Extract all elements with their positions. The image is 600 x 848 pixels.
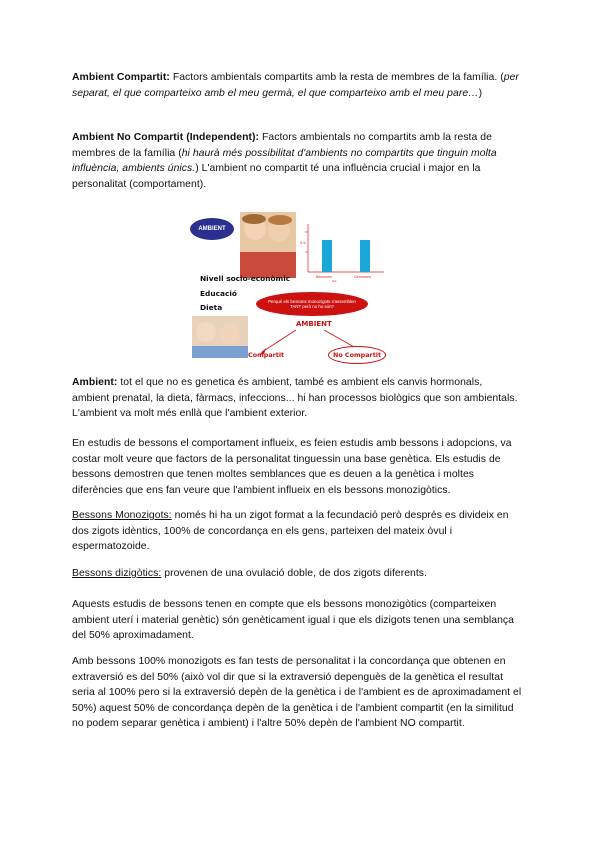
twins-photo-top	[240, 212, 296, 278]
question-text: Perquè els bessons monozigots s'assemblen TANT però no ho són?	[268, 298, 356, 309]
branch-compartit: Compartit	[248, 351, 285, 359]
bar-bessones	[322, 240, 332, 272]
twins-photo-bottom	[192, 316, 248, 358]
text-tail: ) L'ambient no compartit té una influència crucial i major en la personalitat (comportament).	[72, 163, 481, 190]
branch-no-compartit: No Compartit	[332, 351, 382, 359]
italic-note: hi haurà més possibilitat d'ambients no compartits que tinguin molta influència, ambients únics.	[72, 147, 497, 175]
concordance-chart	[300, 222, 384, 282]
text: En estudis de bessons el comportament influeix, es feien estudis amb bessons i adopcions, va costar molt veure que factors de la personalitat tinguessin una base genètica. Els estudis de bessons demostren que tenen moltes semblances que es deuen a la genètica i moltes diferències que ens fan veure que l'ambient influeix en els bessons monozigòtics.	[72, 438, 512, 496]
bar-label-bessones: Bessones	[316, 275, 332, 279]
paragraph-concordanca	[72, 654, 522, 732]
term-ambient-compartit: Ambient Compartit:	[72, 72, 170, 83]
bar-germanes	[360, 240, 370, 272]
branch-no-compartit-oval	[328, 346, 386, 364]
text: Factors ambientals no compartits amb la resta de membres de la família (	[72, 132, 492, 159]
term-ambient: Ambient:	[72, 377, 118, 388]
text: Factors ambientals compartits amb la resta de membres de la família. (	[169, 72, 504, 83]
ambient-oval-label: AMBIENT	[198, 226, 226, 232]
paragraph-ambient-compartit	[72, 70, 522, 101]
axis-label: 0.5	[300, 240, 306, 245]
bar-sub-label: Sol	[332, 279, 337, 282]
text: tot el que no es genetica és ambient, també es ambient els canvis hormonals, ambient prenatal, la dieta, fàrmacs, infeccions... hi han processos biològics que son ambientals. L'ambient va molt més enllà que l'ambient exterior.	[72, 377, 518, 420]
paragraph-monozigots	[72, 508, 522, 555]
paragraph-dizigotics	[72, 566, 522, 582]
paragraph-ambient	[72, 375, 522, 422]
center-ambient-label: AMBIENT	[296, 320, 332, 328]
term-bessons-monozigots: Bessons Monozigots:	[72, 510, 172, 521]
list-item: Educació	[200, 288, 237, 298]
text: provenen de una ovulació doble, de dos zigots diferents.	[161, 568, 427, 579]
text: Amb bessons 100% monozigots es fan tests de personalitat i la concordança que obtenen en extraversió es del 50% (això vol dir que si la extraversió depenguès de la genètica el resultat seria al 100% pero si la extraversió depèn de la genètica i de l'ambient es de aproximadament el 50%) aquest 50% de concordança depèn de la genètica i de l'ambient compartit (en la similitud no podem separar genètica i ambient) i l'altre 50% depèn de l'ambient NO compartit.	[72, 656, 522, 730]
paragraph-estudis-bessons	[72, 436, 522, 498]
text: només hi ha un zigot format a la fecundació però després es divideix en dos zigots idèntics, 100% de concordança en els gens, parteixen del mateix òvul i espermatozoide.	[72, 510, 509, 553]
ambient-figure	[188, 208, 384, 358]
bar-label-germanes: Germanes	[354, 275, 371, 279]
paragraph-aquests-estudis	[72, 597, 522, 644]
italic-note: per separat, el que comparteixo amb el meu germà, el que comparteixo amb el meu pare…	[72, 72, 519, 99]
question-oval	[256, 292, 368, 316]
ambient-oval	[190, 218, 234, 240]
list-item: Dieta	[200, 303, 223, 312]
text: Aquests estudis de bessons tenen en compte que els bessons monozigòtics (comparteixen ambient uterí i material genètic) són genèticament igual i que els dizigots tenen una semblança del 50% aproximadament.	[72, 599, 514, 642]
paragraph-ambient-no-compartit	[72, 130, 522, 192]
term-ambient-no-compartit: Ambient No Compartit (Independent):	[72, 132, 260, 143]
text-tail: )	[478, 87, 483, 99]
term-bessons-dizigotics: Bessons dizigòtics:	[72, 568, 162, 579]
list-item: Nivell socio-econòmic	[200, 274, 291, 283]
